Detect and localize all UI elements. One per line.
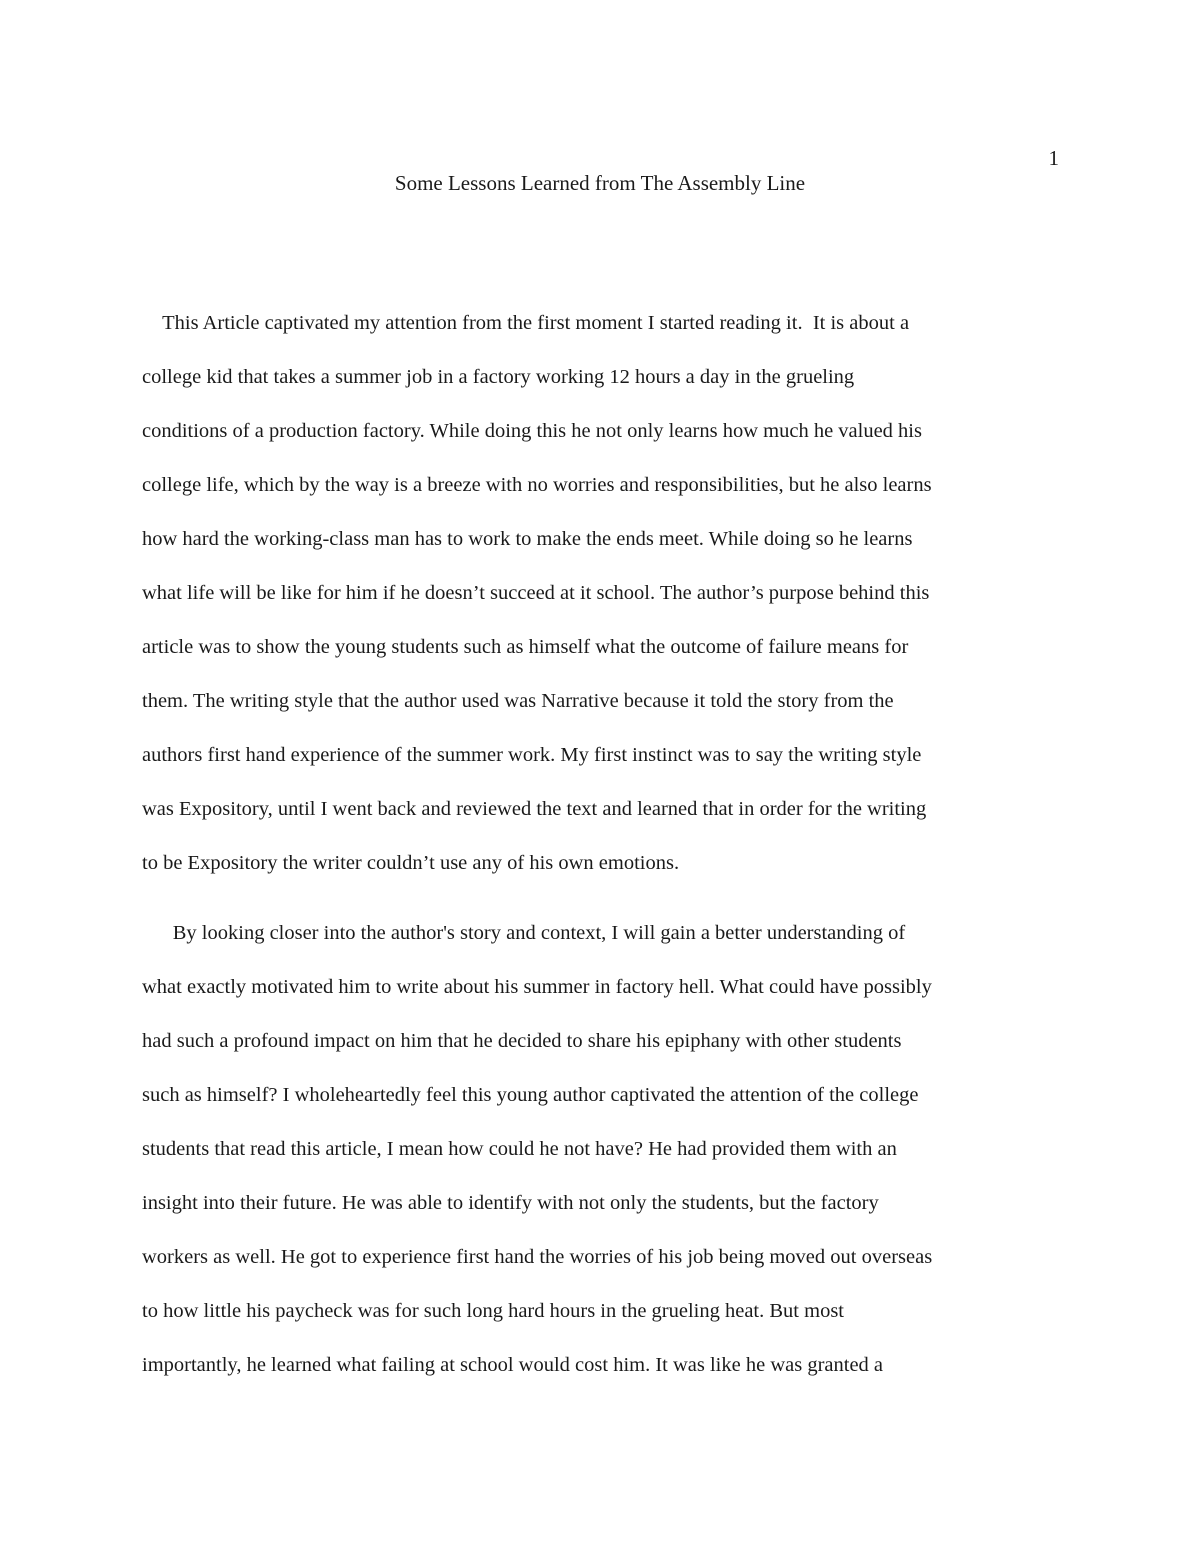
text-line: was Expository, until I went back and reviewed the text and learned that in order for the writing bbox=[142, 798, 927, 820]
text-line: how hard the working-class man has to work to make the ends meet. While doing so he learns bbox=[142, 528, 913, 550]
text-line: what life will be like for him if he doesn’t succeed at it school. The author’s purpose behind this bbox=[142, 582, 930, 604]
text-line: to be Expository the writer couldn’t use any of his own emotions. bbox=[142, 852, 680, 874]
text-line: what exactly motivated him to write about his summer in factory hell. What could have possibly bbox=[142, 976, 932, 998]
text-line: had such a profound impact on him that he decided to share his epiphany with other students bbox=[142, 1030, 902, 1052]
text-line: insight into their future. He was able to identify with not only the students, but the factory bbox=[142, 1192, 879, 1214]
text-line: college kid that takes a summer job in a factory working 12 hours a day in the grueling bbox=[142, 366, 855, 388]
text-line: conditions of a production factory. While doing this he not only learns how much he valued his bbox=[142, 420, 922, 442]
document-title: Some Lessons Learned from The Assembly Line bbox=[394, 171, 806, 195]
text-line: college life, which by the way is a breeze with no worries and responsibilities, but he also learns bbox=[142, 474, 932, 496]
paragraph-1 bbox=[142, 309, 1058, 903]
text-line: students that read this article, I mean how could he not have? He had provided them with an bbox=[142, 1138, 897, 1160]
document-body bbox=[142, 309, 1058, 1405]
text-line: By looking closer into the author's story and context, I will gain a better understanding of bbox=[142, 922, 906, 944]
text-line: such as himself? I wholeheartedly feel this young author captivated the attention of the college bbox=[142, 1084, 919, 1106]
text-line: authors first hand experience of the summer work. My first instinct was to say the writing style bbox=[142, 744, 922, 766]
text-line: workers as well. He got to experience first hand the worries of his job being moved out overseas bbox=[142, 1246, 933, 1268]
paragraph-2 bbox=[142, 919, 1058, 1405]
text-line: importantly, he learned what failing at school would cost him. It was like he was granted a bbox=[142, 1354, 884, 1376]
text-line: article was to show the young students such as himself what the outcome of failure means for bbox=[142, 636, 909, 658]
page-number: 1 bbox=[1048, 146, 1059, 170]
text-line: This Article captivated my attention from the first moment I started reading it. It is about a bbox=[142, 312, 910, 334]
text-line: to how little his paycheck was for such long hard hours in the grueling heat. But most bbox=[142, 1300, 844, 1322]
paragraph-spacer bbox=[142, 903, 1058, 919]
text-line: them. The writing style that the author used was Narrative because it told the story from the bbox=[142, 690, 894, 712]
